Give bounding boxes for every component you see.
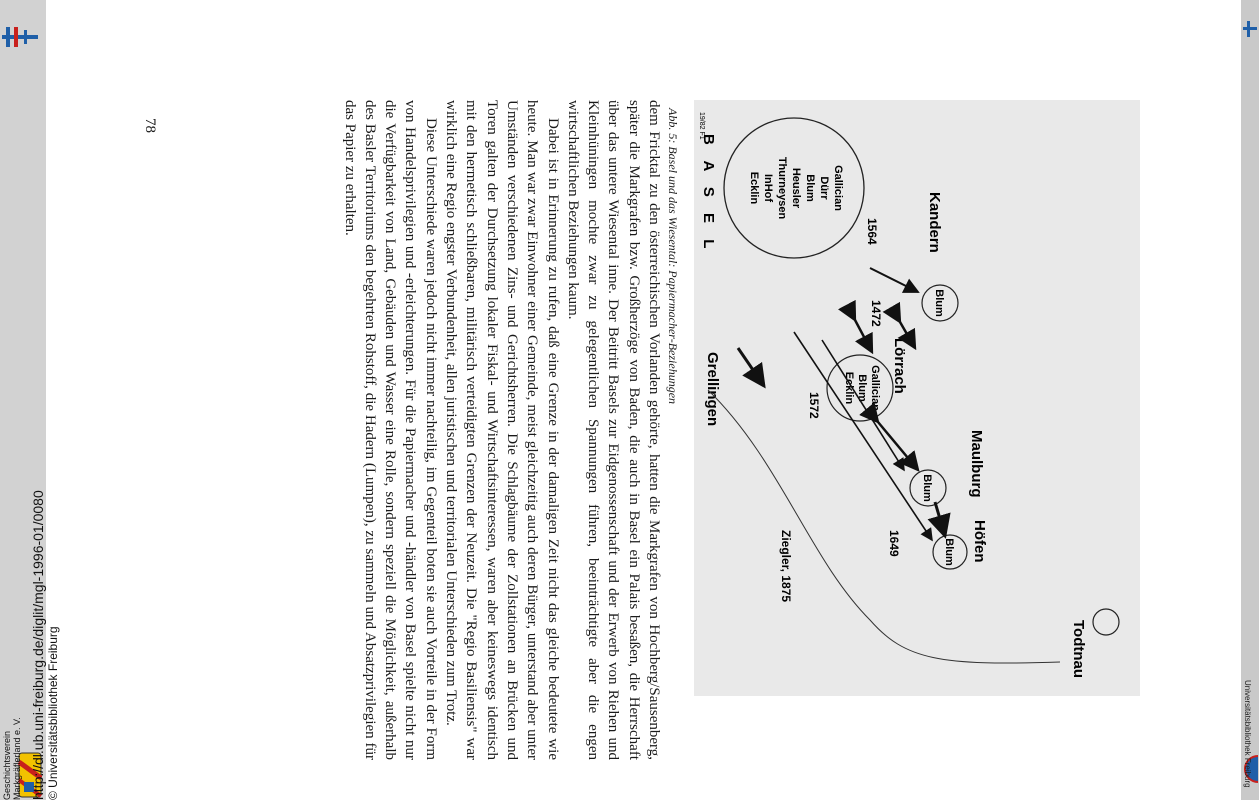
label-loerrach: Lörrach [891, 338, 908, 394]
figure-caption: Abb. 5: Basel und das Wiesental: Papiermacher-Beziehungen [666, 108, 680, 405]
basel-family-5: Thurneysen [776, 156, 788, 220]
paragraph-2: Dabei ist in Erinnerung zu rufen, daß eine Grenze in der damaligen Zeit nicht das gleiche bedeutete wie heute. Man war zwar Einwohner einer Gemeinde, meist gleichzeitig auch deren Bürger, unterstand aber unter Umständen verschiedenen Zins- und Gerichtsherren. Die Schlagbäume der Zollstationen an Brücken und Toren galten der Durchsetzung lokaler Fiskal- und Wirtschaftsinteressen, waren aber keineswegs identisch mit den hermetisch schließbaren, militärisch verteidigten Grenzen der Neuzeit. Die "Regio Basiliensis" war wirklich eine Regio engster Verbundenheit, allen juristischen und territorialen Unterschieden zum Trotz. [443, 100, 561, 760]
maulburg-family: Blum [921, 474, 933, 502]
label-maulburg: Maulburg [968, 430, 985, 498]
label-hoefen: Höfen [971, 520, 988, 563]
label-basel: B A S E L [700, 134, 717, 255]
page-number: 78 [142, 118, 158, 133]
basel-family-7: Ecklin [748, 171, 760, 205]
basel-family-2: Dürr [818, 176, 830, 200]
hoefen-family: Blum [943, 538, 955, 566]
year-1564: 1564 [865, 218, 879, 245]
kandern-family: Blum [933, 289, 945, 317]
basel-family-1: Gallician [832, 165, 844, 211]
figure-diagram [694, 100, 1140, 696]
loerrach-family-2: Blum [856, 374, 868, 402]
ziegler-label: Ziegler, 1875 [779, 530, 793, 603]
society-line-2: Markgräflerland e. V. [12, 717, 22, 800]
figure-code: 19/82 F1 [698, 112, 705, 140]
loerrach-family-1: Gallician [869, 365, 881, 411]
right-strip-text: Universitätsbibliothek Freiburg [1243, 680, 1252, 788]
url-text[interactable]: http://dl.ub.uni-freiburg.de/diglit/mgl-1996-01/0080 [30, 490, 46, 800]
year-1572: 1572 [807, 392, 821, 419]
basel-family-4: Heusler [790, 167, 802, 209]
society-name [2, 717, 22, 800]
paragraph-3: Diese Unterschiede waren jedoch nicht immer nachteilig, im Gegenteil boten sie auch Vorteile in der Form von Handelsprivilegien und -erleichterungen. Für die Papiermacher und -händler von Basel spielte nicht nur die Verfügbarkeit von Land, Gebäuden und Wasser eine Rolle, sondern speziell die Möglichkeit, außerhalb des Basler Territoriums den begehrten Rohstoff, die Hadern (Lumpen), zu sammeln und Absatzprivilegien für das Papier zu erhalten. [341, 100, 439, 760]
year-1472: 1472 [869, 300, 883, 327]
label-todtnau: Todtnau [1070, 620, 1087, 679]
basel-family-6: InHof [762, 173, 774, 203]
paragraph-1: dem Fricktal zu den österreichischen Vorlanden gehörte, hatten die Markgrafen von Hochberg/Sausenberg, später die Markgrafen bzw. Großherzöge von Baden, die auch in Basel ein Palais besaßen, die Herrschaft über das untere Wiesental inne. Der Beitritt Basels zur Eidgenossenschaft und der Erwerb von Riehen und Kleinhüningen mochte zwar zu gelegentlichen Spannungen führen, beeinträchtigte aber die engen wirtschaftlichen Beziehungen kaum. [564, 100, 662, 760]
body-text [214, 100, 664, 760]
label-kandern: Kandern [926, 192, 943, 253]
figure-map [694, 100, 1140, 696]
society-line-1: Geschichtsverein [2, 730, 12, 800]
library-logo-small-icon [1243, 20, 1257, 38]
label-grellingen: Grellingen [704, 352, 721, 427]
library-logo-icon [0, 24, 40, 50]
basel-family-3: Blum [804, 174, 816, 202]
copyright-text: © Universitätsbibliothek Freiburg [46, 626, 60, 800]
loerrach-family-3: Ecklin [843, 371, 855, 405]
todtnau-circle [1093, 609, 1119, 635]
source-url[interactable] [30, 490, 60, 800]
year-1649: 1649 [887, 530, 901, 557]
